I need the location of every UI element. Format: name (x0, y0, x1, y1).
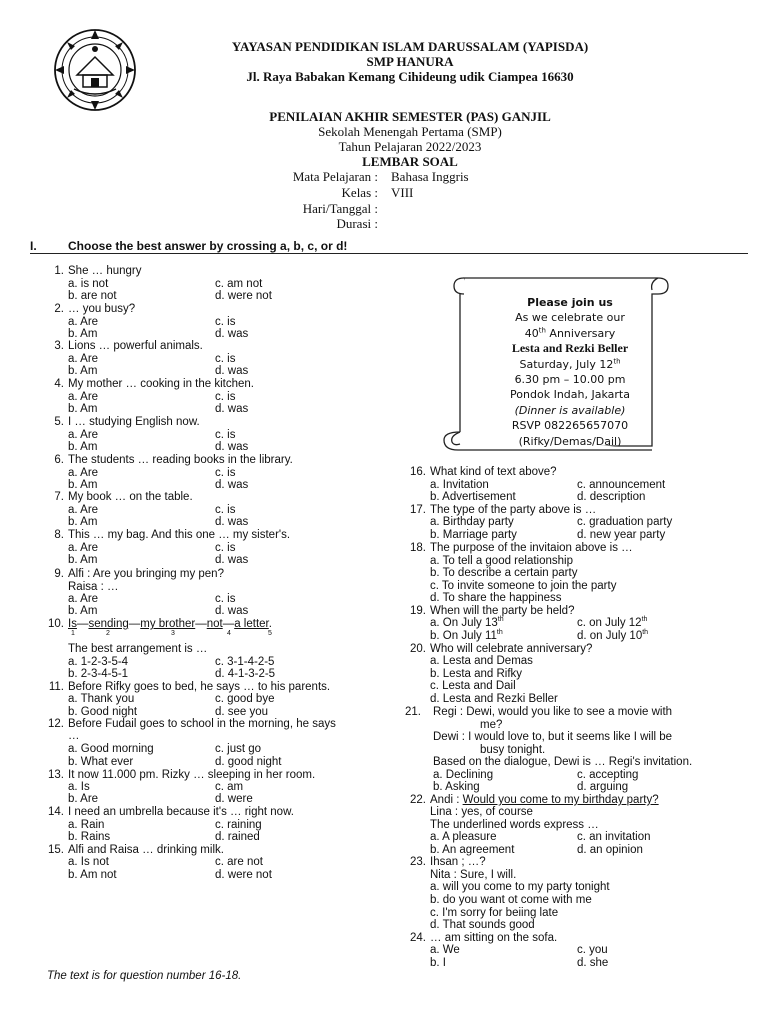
question-text: Who will celebrate anniversary? (430, 643, 593, 655)
question-number: 21. (405, 706, 421, 718)
question-text: The underlined words express … (430, 819, 599, 831)
option-b[interactable]: b. Good night (68, 706, 138, 718)
option-b[interactable]: b. On July 11th (430, 629, 503, 642)
option-a[interactable]: a. Is (68, 781, 90, 793)
question-number: 14. (48, 806, 64, 818)
option-a[interactable]: a. Are (68, 593, 99, 605)
option-c[interactable]: c. is (215, 503, 236, 516)
option-d[interactable]: d. were not (215, 290, 272, 302)
question-text-2: … (68, 730, 80, 742)
dialogue-line-2: Nita : Sure, I will. (430, 869, 517, 881)
question-line (54, 265, 142, 278)
option-d[interactable]: d. was (215, 328, 249, 340)
question-number: 9. (54, 568, 64, 580)
option-d[interactable]: d. new year party (577, 529, 666, 541)
option-d[interactable]: d. on July 10th (577, 629, 649, 642)
question-text: When will the party be held? (430, 605, 575, 617)
option-d[interactable]: d. was (215, 441, 249, 453)
invite-line-2: As we celebrate our (515, 311, 625, 325)
option-c[interactable]: c. is (215, 428, 236, 441)
question-number: 23. (410, 856, 426, 868)
dash: — (76, 618, 89, 630)
option-c[interactable]: c. is (215, 541, 236, 554)
option-c[interactable]: c. am (215, 781, 244, 793)
option-c[interactable]: c. just go (215, 743, 262, 755)
question-number: 6. (54, 454, 64, 466)
option-a[interactable]: a. A pleasure (430, 831, 497, 843)
question-number: 13. (48, 769, 64, 781)
option-a[interactable]: a. Birthday party (430, 516, 514, 528)
question-number: 15. (48, 844, 64, 856)
word-index-3: 3 (171, 630, 175, 637)
school-year: Tahun Pelajaran 2022/2023 (338, 139, 482, 154)
option-d[interactable]: d. That sounds good (430, 919, 535, 931)
option-c[interactable]: c. you (577, 944, 608, 956)
option-a[interactable]: a. is not (68, 277, 109, 290)
footnote: The text is for question number 16-18. (47, 970, 242, 982)
invitation-text (470, 295, 670, 449)
option-b[interactable]: b. Am (68, 516, 98, 528)
word-index-4: 4 (227, 630, 231, 637)
invite-line-5: Saturday, July 12th (519, 356, 621, 371)
option-d[interactable]: d. was (215, 516, 249, 528)
question-number: 16. (410, 466, 426, 478)
option-a[interactable]: a. Are (68, 352, 99, 365)
option-a[interactable]: a. Are (68, 541, 99, 554)
question-number: 2. (54, 303, 64, 315)
question-text-2: Raisa : … (68, 581, 119, 593)
option-c[interactable]: c. is (215, 352, 236, 365)
option-a[interactable]: a. Lesta and Demas (430, 655, 533, 667)
question-text: The purpose of the invitaion above is … (430, 542, 633, 554)
dash: — (195, 618, 207, 630)
option-d[interactable]: d. was (215, 554, 249, 566)
option-b[interactable]: b. Lesta and Rifky (430, 668, 523, 680)
school-level: Sekolah Menengah Pertama (SMP) (318, 124, 502, 139)
option-c[interactable]: c. is (215, 593, 236, 605)
option-c[interactable]: c. Lesta and Dail (430, 680, 516, 692)
option-d[interactable]: d. Lesta and Rezki Beller (430, 693, 558, 705)
option-d[interactable]: d. see you (215, 706, 269, 718)
option-c[interactable]: c. 3-1-4-2-5 (215, 656, 275, 668)
option-a[interactable]: a. will you come to my party tonight (430, 881, 610, 893)
option-a[interactable]: a. We (430, 944, 460, 956)
question-number: 17. (410, 504, 426, 516)
option-b[interactable]: b. are not (68, 290, 117, 302)
option-b[interactable]: b. To describe a certain party (430, 567, 578, 579)
option-b[interactable]: b. Am (68, 328, 98, 340)
question-text: Alfi : Are you bringing my pen? (68, 568, 224, 580)
question-line (54, 303, 136, 316)
option-d[interactable]: d. was (215, 479, 249, 491)
question-number: 22. (410, 794, 426, 806)
option-b[interactable]: b. Am (68, 441, 98, 453)
section-divider (30, 253, 748, 254)
dash: — (222, 618, 235, 630)
word-index-1: 1 (71, 630, 75, 637)
word-5: a letter (234, 618, 269, 630)
dialogue-line-2: me? (480, 719, 503, 731)
option-a[interactable]: a. Rain (68, 819, 105, 831)
dialogue-line-1: Regi : Dewi, would you like to see a movie with (433, 706, 673, 718)
option-d[interactable]: d. were (215, 793, 253, 805)
option-a[interactable]: a. Are (68, 466, 99, 479)
question-number: 12. (48, 718, 64, 730)
option-b[interactable]: b. I (430, 957, 446, 969)
invite-line-7: Pondok Indah, Jakarta (510, 388, 630, 402)
period: . (268, 618, 272, 630)
question-number: 11. (48, 681, 64, 693)
option-b[interactable]: b. Are (68, 793, 99, 805)
question-text: This … my bag. And this one … my sister's. (68, 529, 291, 541)
option-d[interactable]: d. To share the happiness (430, 592, 562, 604)
option-c[interactable]: c. an invitation (577, 831, 651, 843)
word-index-2: 2 (106, 630, 110, 637)
option-b[interactable]: b. What ever (68, 756, 134, 768)
option-d[interactable]: d. was (215, 403, 249, 415)
word-3: my brother (140, 618, 196, 630)
question-line (54, 491, 193, 504)
question-text: My book … on the table. (68, 491, 193, 503)
option-c[interactable]: c. graduation party (577, 516, 673, 528)
option-c[interactable]: c. good bye (215, 693, 275, 705)
option-b[interactable]: b. Am (68, 479, 98, 491)
dialogue-line-4: busy tonight. (480, 744, 546, 756)
option-d[interactable]: d. rained (215, 831, 260, 843)
option-c[interactable]: c. is (215, 466, 236, 479)
option-a[interactable]: a. 1-2-3-5-4 (68, 656, 129, 668)
option-c[interactable]: c. I'm sorry for beiing late (430, 907, 559, 919)
option-a[interactable]: a. Thank you (68, 693, 135, 705)
option-a[interactable]: a. Are (68, 503, 99, 516)
dialogue-line-1: Ihsan ; …? (430, 856, 486, 868)
subject-value: Bahasa Inggris (391, 169, 469, 184)
exam-title: PENILAIAN AKHIR SEMESTER (PAS) GANJIL (269, 109, 551, 124)
question-number: 7. (54, 491, 64, 503)
invite-line-3: 40th Anniversary (524, 326, 616, 340)
option-a[interactable]: a. Invitation (430, 479, 489, 491)
option-c[interactable]: c. accepting (577, 769, 639, 781)
date-label: Hari/Tanggal : (302, 201, 378, 216)
sheet-title: LEMBAR SOAL (362, 154, 458, 169)
option-a[interactable]: a. Are (68, 315, 99, 328)
option-b[interactable]: b. Am (68, 365, 98, 377)
invite-line-6: 6.30 pm – 10.00 pm (514, 373, 626, 387)
option-d[interactable]: d. description (577, 491, 646, 503)
word-2: sending (88, 618, 129, 630)
question-text-2: The best arrangement is … (68, 643, 208, 655)
option-a[interactable]: a. Declining (433, 769, 494, 781)
question-line (54, 416, 200, 429)
option-c[interactable]: c. am not (215, 277, 263, 290)
option-c[interactable]: c. announcement (577, 479, 666, 491)
question-number: 5. (54, 416, 64, 428)
question-text: It now 11.000 pm. Rizky … sleeping in her room. (68, 769, 316, 781)
option-b[interactable]: b. Asking (433, 781, 480, 793)
school-logo (52, 27, 138, 113)
section-number: I. (30, 239, 37, 253)
option-a[interactable]: a. Are (68, 428, 99, 441)
question-text: My mother … cooking in the kitchen. (68, 378, 254, 390)
dialogue-line-2: Lina : yes, of course (430, 806, 533, 818)
question-text: Before Rifky goes to bed, he says … to his parents. (68, 681, 331, 693)
option-d[interactable]: d. were not (215, 869, 272, 881)
option-c[interactable]: c. is (215, 315, 236, 328)
question-text: Lions … powerful animals. (68, 340, 203, 352)
invite-line-4: Lesta and Rezki Beller (511, 341, 629, 356)
option-c[interactable]: c. is (215, 390, 236, 403)
school-header (150, 39, 670, 84)
speaker: Andi : (430, 794, 463, 806)
question-text: The type of the party above is … (430, 504, 597, 516)
option-b[interactable]: b. Am (68, 554, 98, 566)
question-number: 1. (54, 265, 64, 277)
question-number: 18. (410, 542, 426, 554)
invite-line-1: Please join us (527, 296, 613, 309)
option-c[interactable]: c. on July 12th (577, 616, 648, 629)
option-d[interactable]: d. was (215, 605, 249, 617)
question-text: … you busy? (68, 303, 136, 315)
question-number: 3. (54, 340, 64, 352)
question-text: Before Fudail goes to school in the morning, he says (68, 718, 336, 730)
option-c[interactable]: c. raining (215, 819, 262, 831)
exam-title-block (150, 109, 670, 169)
class-value: VIII (391, 185, 414, 200)
dash: — (128, 618, 141, 630)
question-text: The students … reading books in the library. (68, 454, 293, 466)
option-d[interactable]: d. arguing (577, 781, 629, 793)
option-c[interactable]: c. are not (215, 856, 263, 868)
option-d[interactable]: d. an opinion (577, 844, 643, 856)
option-b[interactable]: b. Advertisement (430, 491, 516, 503)
question-line (54, 529, 291, 542)
question-text: I … studying English now. (68, 416, 200, 428)
question-text: She … hungry (68, 265, 142, 277)
invite-line-10: (Rifky/Demas/Dail) (518, 434, 622, 448)
underlined-words: Would you come to my birthday party? (462, 794, 659, 806)
question-text: Alfi and Raisa … drinking milk. (68, 844, 224, 856)
question-number: 24. (410, 932, 426, 944)
duration-label: Durasi : (336, 216, 378, 231)
option-a[interactable]: a. Good morning (68, 743, 154, 755)
option-c[interactable]: c. To invite someone to join the party (430, 580, 617, 592)
option-a[interactable]: a. Are (68, 390, 99, 403)
option-b[interactable]: b. Am (68, 403, 98, 415)
option-a[interactable]: a. To tell a good relationship (430, 555, 573, 567)
invite-line-9: RSVP 082265657070 (511, 419, 629, 433)
question-number: 19. (410, 605, 426, 617)
foundation-name: YAYASAN PENDIDIKAN ISLAM DARUSSALAM (YAPISDA) (231, 39, 589, 54)
word-4: not (206, 618, 223, 630)
question-line (54, 454, 293, 467)
section-instruction: Choose the best answer by crossing a, b, c, or d! (68, 239, 348, 253)
option-b[interactable]: b. Am not (68, 869, 117, 881)
option-d[interactable]: d. she (577, 957, 609, 969)
question-text: I need an umbrella because it's … right now. (68, 806, 294, 818)
option-b[interactable]: b. Am (68, 605, 98, 617)
option-b[interactable]: b. Rains (68, 831, 111, 843)
school-name: SMP HANURA (366, 54, 454, 69)
option-b[interactable]: b. do you want ot come with me (430, 894, 592, 906)
option-a[interactable]: a. Is not (68, 856, 109, 868)
question-number: 20. (410, 643, 426, 655)
word-index-5: 5 (268, 630, 272, 637)
question-number: 8. (54, 529, 64, 541)
option-a[interactable]: a. On July 13th (430, 616, 504, 629)
question-text: Based on the dialogue, Dewi is … Regi's invitation. (433, 756, 693, 768)
question-text: What kind of text above? (430, 466, 557, 478)
question-line (54, 378, 254, 391)
option-b[interactable]: b. 2-3-4-5-1 (68, 668, 129, 680)
school-address: Jl. Raya Babakan Kemang Cihideung udik Ciampea 16630 (246, 69, 574, 84)
question-number: 4. (54, 378, 64, 390)
option-d[interactable]: d. 4-1-3-2-5 (215, 668, 276, 680)
question-line (54, 340, 203, 353)
question-number: 10. (48, 618, 64, 630)
class-label: Kelas : (341, 185, 378, 200)
invite-line-8: (Dinner is available) (514, 403, 626, 417)
option-b[interactable]: b. Marriage party (430, 529, 517, 541)
option-d[interactable]: d. was (215, 365, 249, 377)
option-b[interactable]: b. An agreement (430, 844, 515, 856)
subject-label: Mata Pelajaran : (292, 169, 378, 184)
question-text: … am sitting on the sofa. (430, 932, 558, 944)
word-1: Is (68, 618, 77, 630)
dialogue-line-3: Dewi : I would love to, but it seems like I will be (433, 731, 673, 743)
option-d[interactable]: d. good night (215, 756, 282, 768)
